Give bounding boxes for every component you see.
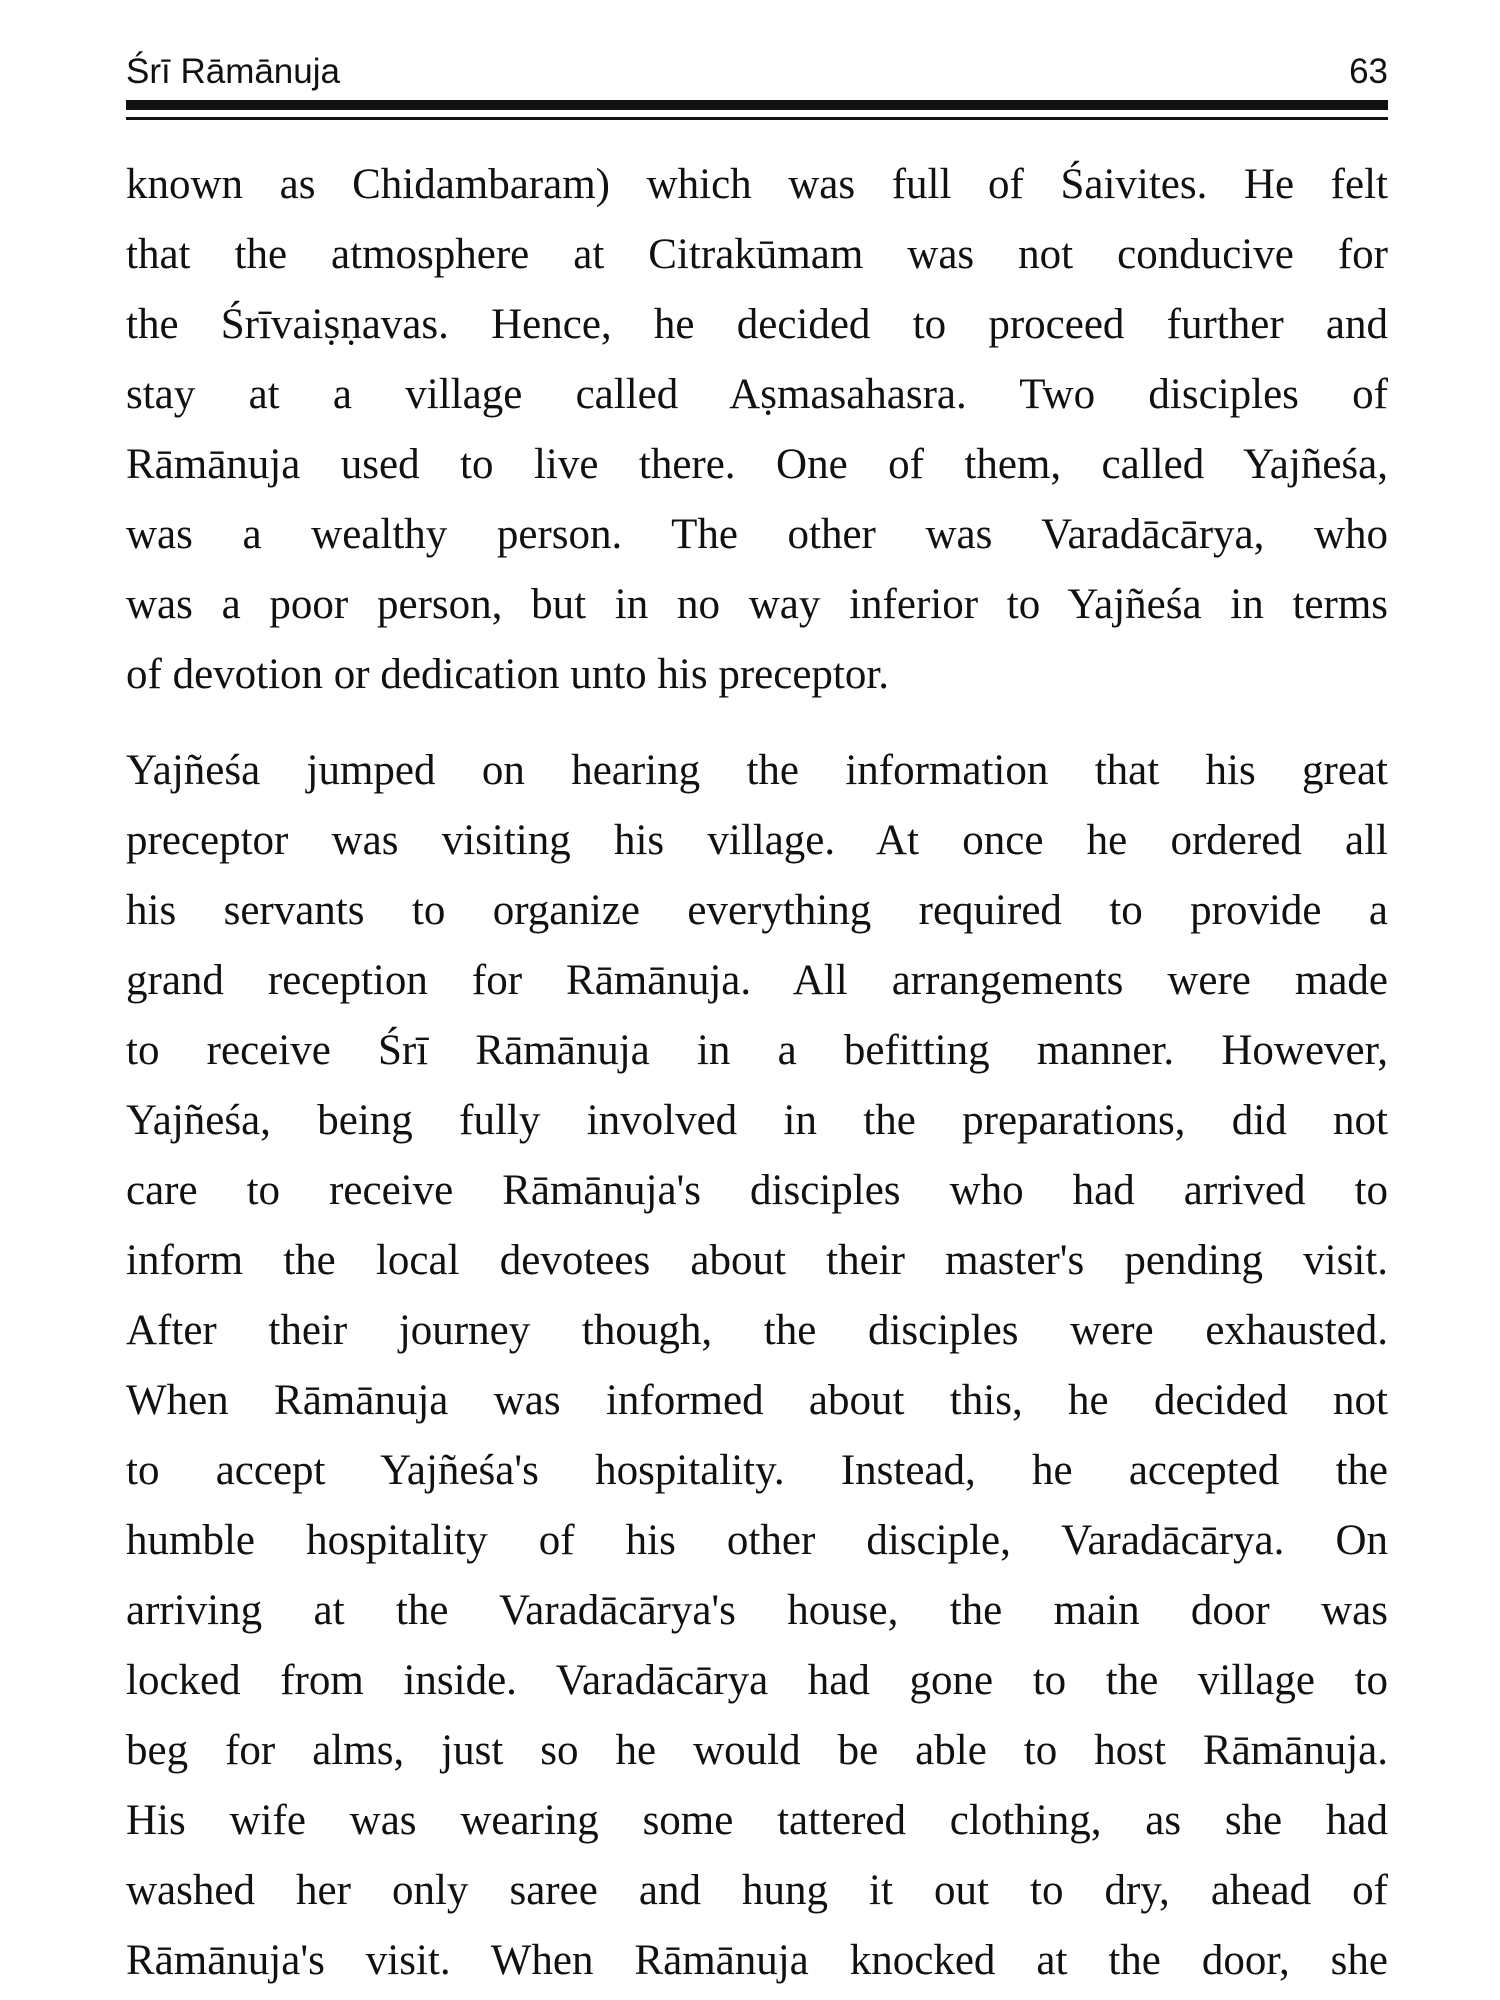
text-line: care to receive Rāmānuja's disciples who had arrived to bbox=[126, 1167, 1388, 1214]
text-line: arriving at the Varadācārya's house, the main door was bbox=[126, 1587, 1388, 1634]
paragraph-1 bbox=[126, 150, 1388, 710]
running-head bbox=[126, 40, 1388, 100]
text-line: to accept Yajñeśa's hospitality. Instead, he accepted the bbox=[126, 1447, 1388, 1494]
text-line: His wife was wearing some tattered clothing, as she had bbox=[126, 1797, 1388, 1844]
text-line: Rāmānuja's visit. When Rāmānuja knocked at the door, she bbox=[126, 1937, 1388, 1984]
text-line: grand reception for Rāmānuja. All arrangements were made bbox=[126, 957, 1388, 1004]
text-line: locked from inside. Varadācārya had gone to the village to bbox=[126, 1657, 1388, 1704]
paragraph-2 bbox=[126, 736, 1388, 1996]
text-line: inform the local devotees about their master's pending visit. bbox=[126, 1237, 1388, 1284]
body-text bbox=[126, 150, 1388, 1996]
text-line: that the atmosphere at Citrakūmam was not conducive for bbox=[126, 231, 1388, 278]
text-line: known as Chidambaram) which was full of Śaivites. He felt bbox=[126, 161, 1388, 208]
text-line: stay at a village called Aṣmasahasra. Two disciples of bbox=[126, 371, 1388, 418]
text-line: Yajñeśa jumped on hearing the information that his great bbox=[126, 747, 1388, 794]
text-line: humble hospitality of his other disciple, Varadācārya. On bbox=[126, 1517, 1388, 1564]
text-line: beg for alms, just so he would be able to host Rāmānuja. bbox=[126, 1727, 1388, 1774]
text-line: was a wealthy person. The other was Varadācārya, who bbox=[126, 511, 1388, 558]
page-number: 63 bbox=[1349, 52, 1388, 91]
text-line: Rāmānuja used to live there. One of them, called Yajñeśa, bbox=[126, 441, 1388, 488]
text-line: was a poor person, but in no way inferior to Yajñeśa in terms bbox=[126, 581, 1388, 628]
text-line: to receive Śrī Rāmānuja in a befitting manner. However, bbox=[126, 1027, 1388, 1074]
header-rule-thick bbox=[126, 100, 1388, 110]
running-title: Śrī Rāmānuja bbox=[126, 52, 340, 91]
text-line: the Śrīvaiṣṇavas. Hence, he decided to proceed further and bbox=[126, 301, 1388, 348]
text-line: his servants to organize everything required to provide a bbox=[126, 887, 1388, 934]
text-line: preceptor was visiting his village. At once he ordered all bbox=[126, 817, 1388, 864]
text-line: After their journey though, the disciples were exhausted. bbox=[126, 1307, 1388, 1354]
header-rule-thin bbox=[126, 117, 1388, 120]
paragraph-gap bbox=[126, 710, 1388, 736]
text-line: washed her only saree and hung it out to dry, ahead of bbox=[126, 1867, 1388, 1914]
text-line: of devotion or dedication unto his preceptor. bbox=[126, 651, 890, 698]
text-line: When Rāmānuja was informed about this, he decided not bbox=[126, 1377, 1388, 1424]
text-line: Yajñeśa, being fully involved in the preparations, did not bbox=[126, 1097, 1388, 1144]
